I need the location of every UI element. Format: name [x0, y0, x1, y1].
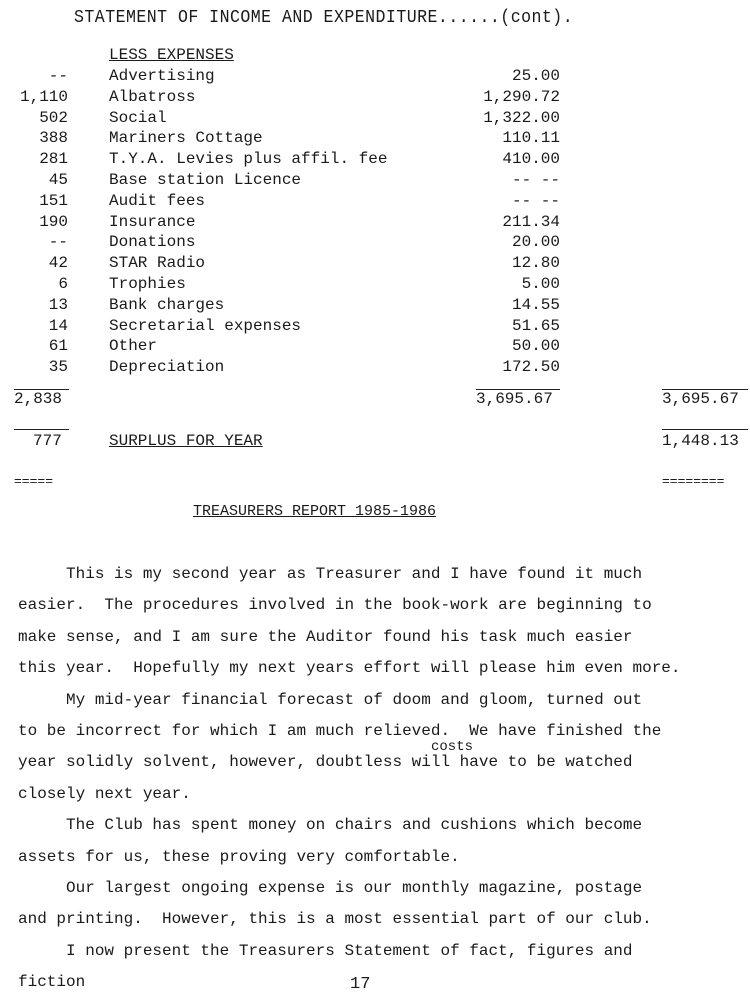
label-cell: Advertising [109, 67, 215, 85]
amount-cell: 25.00 [511, 67, 560, 85]
report-line: Our largest ongoing expense is our monthly magazine, postage [18, 879, 643, 897]
amount-cell: 50.00 [511, 337, 560, 356]
report-line: My mid-year financial forecast of doom and gloom, turned out [18, 690, 643, 709]
amount-cell: 211.34 [502, 212, 560, 231]
amount-cell: 14.55 [511, 295, 560, 314]
table-row [0, 192, 750, 213]
report-line: The Club has spent money on chairs and cushions which become [18, 816, 643, 835]
section-header: LESS EXPENSES [109, 46, 234, 64]
table-row [0, 109, 750, 130]
prev-cell: 190 [39, 212, 68, 231]
table-row [0, 317, 750, 338]
prev-cell: 35 [48, 358, 68, 377]
amount-cell: -- -- [511, 191, 560, 210]
table-row [0, 88, 750, 109]
amount-cell: 20.00 [511, 233, 560, 252]
label-cell: Depreciation [109, 358, 225, 377]
total-right: 3,695.67 [662, 390, 739, 408]
prev-cell: 42 [48, 254, 68, 273]
label-cell: STAR Radio [109, 254, 206, 273]
amount-cell: 410.00 [502, 150, 560, 169]
total-amount: 3,695.67 [476, 390, 553, 408]
prev-cell: 1,110 [19, 87, 68, 106]
table-row [0, 213, 750, 234]
table-row [0, 358, 750, 379]
table-row [0, 171, 750, 192]
statement-title: STATEMENT OF INCOME AND EXPENDITURE......(cont). [74, 8, 574, 28]
prev-cell: -- [48, 67, 68, 85]
label-cell: Mariners Cottage [109, 129, 263, 148]
report-line: This is my second year as Treasurer and I have found it much [18, 565, 643, 583]
amount-cell: 110.11 [502, 129, 560, 148]
insertion-word: costs [431, 739, 474, 755]
surplus-prev: 777 [33, 432, 62, 450]
prev-cell: 151 [39, 191, 68, 210]
label-cell: Donations [109, 233, 196, 252]
amount-cell: 51.65 [511, 316, 560, 335]
report-line: this year. Hopefully my next years effort will please him even more. [18, 659, 681, 678]
report-line: closely next year. [18, 784, 191, 803]
double-rule-right: ======== [662, 474, 725, 489]
table-row [0, 337, 750, 358]
report-line: to be incorrect for which I am much relieved. We have finished the [18, 722, 662, 740]
prev-cell: -- [48, 233, 68, 252]
prev-cell: 14 [48, 316, 68, 335]
amount-cell: 172.50 [502, 358, 560, 377]
report-line: year solidly solvent, however, doubtless will have to be watched [18, 753, 633, 772]
prev-cell: 281 [39, 150, 68, 169]
label-cell: Social [109, 108, 167, 127]
report-line: make sense, and I am sure the Auditor found his task much easier [18, 627, 633, 646]
prev-cell: 45 [48, 171, 68, 189]
report-line: fiction [18, 973, 86, 992]
label-cell: Bank charges [109, 295, 225, 314]
table-row [0, 296, 750, 317]
report-title: TREASURERS REPORT 1985-1986 [193, 503, 437, 520]
amount-cell: 1,322.00 [483, 108, 560, 127]
rule-surplus-prev [14, 429, 69, 430]
report-line: easier. The procedures involved in the book-work are beginning to [18, 596, 652, 615]
label-cell: Base station Licence [109, 171, 302, 189]
table-row [0, 129, 750, 150]
surplus-label: SURPLUS FOR YEAR [109, 432, 263, 450]
label-cell: Albatross [109, 87, 196, 106]
label-cell: Secretarial expenses [109, 316, 302, 335]
table-row [0, 150, 750, 171]
label-cell: Insurance [109, 212, 196, 231]
report-line: and printing. However, this is a most essential part of our club. [18, 910, 652, 929]
total-prev: 2,838 [14, 390, 63, 408]
label-cell: Audit fees [109, 191, 206, 210]
prev-cell: 388 [39, 129, 68, 148]
table-row [0, 275, 750, 296]
prev-cell: 61 [48, 337, 68, 356]
double-rule-left: ===== [14, 474, 54, 489]
label-cell: Trophies [109, 275, 186, 293]
surplus-right: 1,448.13 [662, 432, 739, 450]
table-row [0, 254, 750, 275]
page-number: 17 [350, 975, 371, 994]
prev-cell: 6 [58, 275, 68, 293]
report-line: assets for us, these proving very comfortable. [18, 847, 460, 866]
rule-surplus-right [662, 429, 748, 430]
amount-cell: -- -- [511, 171, 560, 189]
report-line: I now present the Treasurers Statement of fact, figures and [18, 941, 633, 960]
prev-cell: 502 [39, 108, 68, 127]
label-cell: T.Y.A. Levies plus affil. fee [109, 150, 388, 169]
amount-cell: 12.80 [511, 254, 560, 273]
table-row [0, 233, 750, 254]
table-row [0, 67, 750, 88]
prev-cell: 13 [48, 295, 68, 314]
amount-cell: 5.00 [521, 275, 560, 293]
label-cell: Other [109, 337, 158, 356]
amount-cell: 1,290.72 [483, 87, 560, 106]
